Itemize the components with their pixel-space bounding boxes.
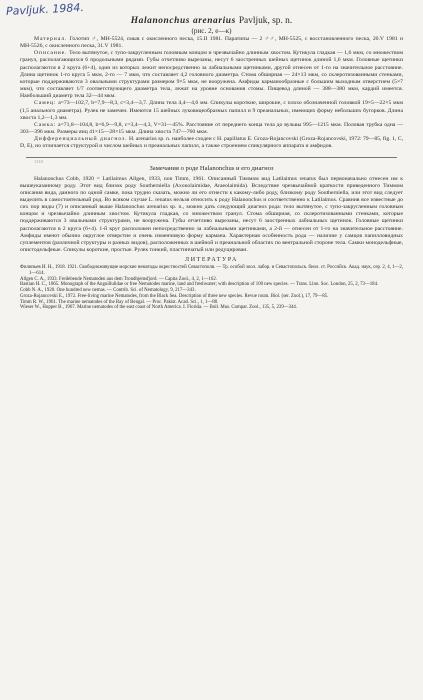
- species-author: Pavljuk, sp. n.: [238, 16, 293, 26]
- figure-reference: (рис. 2, е—к): [191, 27, 232, 35]
- page-number-mark: 1118: [34, 158, 43, 164]
- paragraph-text: Голотип ♂, МН-5524, смыв с окисленного песка, 15.II 1981. Паратипы — 2 ♂♂, МН-5525, с восстановленного песка, 20.V 1981 и МН-5526, с окисленного песка, 31.V 1981.: [20, 36, 403, 50]
- reference-item: Cobb N. A., 1920. One hundred new nemas. — Contrib. Sci. of Nematology, 9, 217—343.: [20, 288, 196, 294]
- paragraph-text: Тело вытянутое, с тупо-закругленным головным концом и чрезвычайно длинным хвостом. Кутикула гладкая — 1,6 мкм, со множеством гранул, располагающихся 6 продольными рядами. Губы отчетливо вырезаны, несут 6 заостренных шейных щетинок длиной 1,6 мкм. Головные щетинки располагаются в 2 круга (6+4), один из которых лежит непосредственно за лабиальными щетинками, другой отнесен от 1-го на значительное расстояние. Длина щетинок 1-го круга 5 мкм, 2-го — 7 мкм, что составляет 4,2 головного диаметра. Стома обширная — 24×13 мкм, со склеротизованными стенками, которые поддерживаются 3 овальными структурами размером 9×5 мкм, не вооружена. Амфиды карманообразные с большим выходным отверстием (5×7 мкм), что составляет 1/7 соответствующего диаметра тела, лежат на уровне основания стомы. Пищевод длиной — 388—380 мкм, кардий имеется. Наибольший диаметр тела 32—44 мкм.: [20, 50, 403, 100]
- reference-item: Groza-Rojancovski E., 1972. Free-living marine Nematodes, from the Black Sea. Description of three new species. Revue roum. Biol. (ser. Zool.), 17, 79—85.: [20, 293, 329, 299]
- reference-item: Allgen C. A., 1933. Freilebende Nematoden aus dem Trondhjemsfjord. — Capita Zool., 4, 2, 1—162.: [20, 276, 217, 282]
- paragraph-lead: Материал.: [34, 36, 68, 42]
- references-list: [20, 265, 403, 311]
- paragraph-lead: Самка:: [34, 121, 57, 128]
- species-description: [20, 36, 403, 151]
- section-divider: [26, 157, 397, 158]
- handwritten-annotation: Pavljuk. 1984.: [5, 0, 85, 19]
- reference-item: Timm R. W., 1961. The marine nematodes of the Bay of Bengal. — Proc. Pakist. Acad. Sci., 1, 1—88.: [20, 299, 219, 305]
- genus-diagnosis-paragraph: Halanonchus Cobb, 1920 = Latilaimus Allgen, 1933, non Timm, 1961. Описанный Тиммом вид Latilaimus renatus был первоначально отнесен им к вышеуказанному роду. Этот вид близок роду Southerniella (Axonolaimidae, Araeolaimida). Вследствие чрезвычайной краткости приведенного Тиммом описания вида, данного по одной самке, пока трудно сказать, можно ли его отнести к какому-либо роду, близкому роду Southerniella, или этот вид следует выделить в самостоятельный род. Во всяком случае L. renatus нельзя относить к роду Halanonchus и соответственно к Latilaimus. Сравнив все известные до сих пор виды (7) и описанный выше Halanonchus arenarius sp. n., можно дать следующий диагноз рода: тело вытянутое, с тупо-закругленным головным концом и чрезвычайно длинным хвостом. Кутикула гладкая, со множеством гранул. Стома обширная, со склеротизованными стенками, которые поддерживаются 3 овальными структурами, не вооружена. Губы отчетливо вырезаны, несут 6 заостренных лабиальных щетинок. Головные щетинки располагаются в 2 круга (6+4). 1-й круг расположен непосредственно за лабиальными щетинками, а 2-й — отнесен от 1-го на значительное расстояние. Амфиды имеют обычно округлое отверстие и очень изменчивую форму кармана. Характерная особенность рода — наличие у самцов папилловидных суплементов (различной структуры и разных видов), расположенных в шейной и преанальной областях по вентральной стороне тела. Самки монодельфные, опистодельфные. Спикулы короткие, простые. Рулек тонкий, пластинчатый или редуцирован.: [20, 175, 403, 254]
- paragraph-lead: Дифференциальный диагноз.: [34, 136, 128, 143]
- paragraph-material: [20, 36, 403, 50]
- reference-item: Wieser W., Hopper B., 1967. Marine nematodes of the east coast of North America. I. Florida. — Bull. Mus. Compar. Zool., 135, 5, 239—344.: [20, 305, 298, 311]
- paragraph-description: [20, 50, 403, 100]
- paragraph-female: [20, 122, 403, 136]
- literature-title: ЛИТЕРАТУРА: [185, 257, 238, 264]
- paragraph-diagnosis: [20, 136, 403, 150]
- species-title: [20, 16, 403, 26]
- paragraph-lead: Описание.: [34, 50, 68, 57]
- reference-item: Филипьев И. Н., 1918. 1921. Свободноживущие морские нематоды окрестностей Севастополя. — Тр. особой зоол. лабор. и Севастопольск. биол. ст. Российск. Акад. наук, сер. 2, 4, 1—2, 1—614.: [20, 265, 403, 276]
- paragraph-text: a=71,8—104,8, b=6,9—9,8, c=3,4—4,3, V=31—45%. Расстояние от переднего конца тела до вульвы 995—1215 мкм. Половая трубка одна — 303—396 мкм. Размеры яиц 41×15—28×15 мкм. Длина хвоста 747—760 мкм.: [20, 121, 403, 136]
- paragraph-text: H. arenarius sp. n. наиболее сходен с H. papillatus E. Groza-Rojancovski (Groza-Rojancovski, 1972: 79—85, fig. 1, C, D, E), но отличается структурой и числом шейных и преанальных папилл, а также строением спикулярного аппарата и амфидов.: [20, 136, 403, 150]
- paragraph-lead: Самец:: [34, 100, 57, 107]
- section-title: Замечания о роде Halanonchus и его диагноз: [149, 164, 274, 172]
- species-header: [20, 16, 403, 35]
- reference-item: Bastian H. C., 1865. Monograph of the Anguillulidae or free Nematodes marine, land and freshwater; with description of 100 new species. — Trans. Linn. Soc. London, 25, 2, 73—184.: [20, 282, 379, 288]
- species-name: Halanonchus arenarius: [130, 16, 236, 26]
- paragraph-male: [20, 100, 403, 121]
- genus-notes: [20, 176, 403, 255]
- paragraph-text: a=73—102,7, b=7,9—8,3, c=3,4—3,7. Длина тела 4,4—4,6 мм. Спикулы короткие, широкие, с плохо обозначенной головкой 19×5—22×5 мкм (1,5 анального диаметра). Рулек не замечен. Имеются 15 шейных луковицеобразных папилл и 9 преанальных, имеющих форму небольших бугорков. Длина хвоста 1,2—1,3 мм.: [20, 100, 403, 121]
